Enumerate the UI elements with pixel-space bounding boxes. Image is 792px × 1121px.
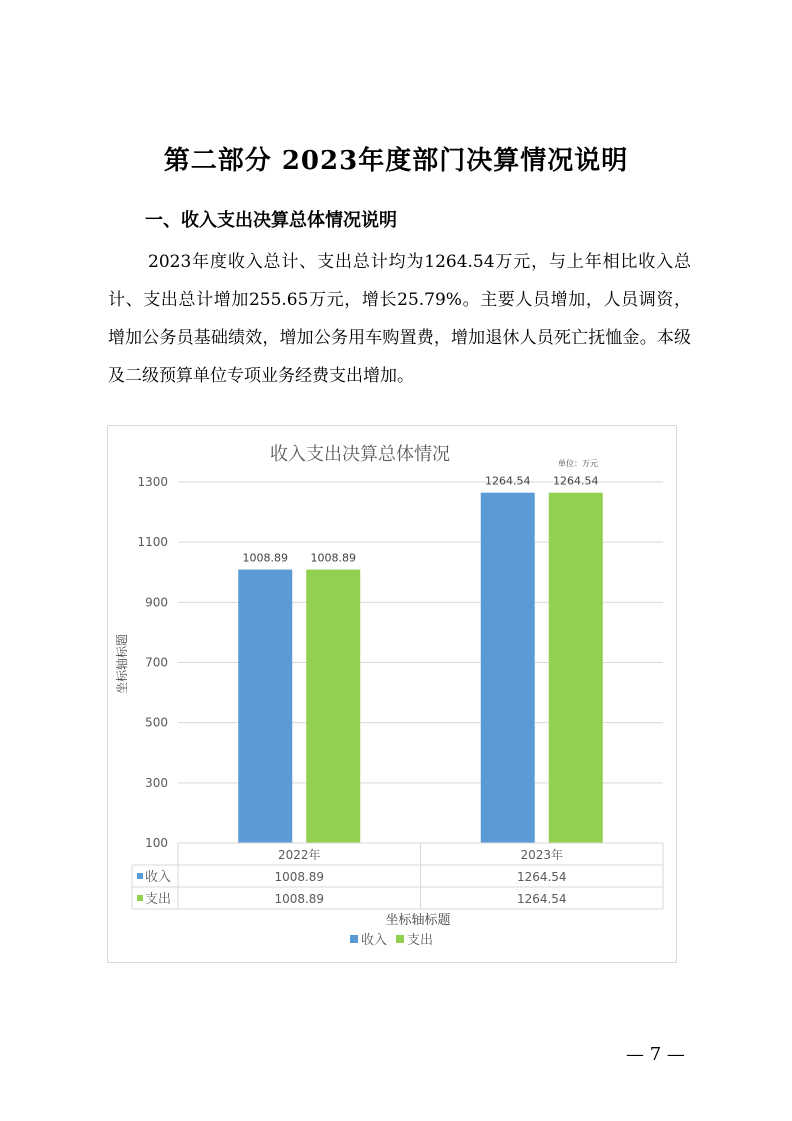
- legend-label: 支出: [407, 933, 434, 948]
- legend-swatch: [396, 935, 404, 943]
- bars: [238, 493, 603, 843]
- y-tick-label: 700: [145, 655, 168, 670]
- table-legend-key: [137, 873, 143, 879]
- x-tick-label: 2023年: [520, 848, 564, 862]
- table-cell: 1264.54: [516, 870, 567, 884]
- bar-收入-2022年: [238, 570, 292, 843]
- table-cell: 1008.89: [274, 892, 325, 906]
- bar-收入-2023年: [481, 493, 535, 843]
- data-label: 1264.54: [485, 474, 531, 488]
- y-tick-label: 900: [145, 595, 168, 610]
- legend-label: 收入: [361, 933, 388, 948]
- page-title: 第二部分 2023年度部门决算情况说明: [163, 146, 629, 176]
- data-label: 1008.89: [242, 551, 288, 565]
- y-tick-label: 100: [145, 836, 168, 850]
- chart-container: [107, 425, 677, 963]
- section-heading: 一、收入支出决算总体情况说明: [145, 210, 397, 231]
- y-ticks: [137, 475, 168, 850]
- y-axis-title: 坐标轴标题: [115, 633, 129, 695]
- data-table: [132, 843, 663, 909]
- x-tick-label: 2022年: [277, 848, 321, 862]
- chart-title: 收入支出决算总体情况: [270, 444, 450, 465]
- y-tick-label: 300: [145, 775, 168, 790]
- unit-note: 单位：万元: [558, 459, 598, 468]
- table-legend-key: [137, 895, 143, 901]
- body-paragraph: 2023年度收入总计、支出总计均为1264.54万元，与上年相比收入总计、支出总计增加255.65万元，增长25.79%。主要人员增加，人员调资，增加公务员基础绩效，增加公务用车购置费，增加退休人员死亡抚恤金。本级及二级预算单位专项业务经费支出增加。: [108, 252, 691, 386]
- bar-chart: [108, 426, 678, 964]
- table-series-name: 收入: [145, 870, 172, 885]
- y-tick-label: 1100: [137, 535, 168, 550]
- data-label: 1008.89: [310, 551, 356, 565]
- data-labels: [243, 475, 599, 565]
- y-tick-label: 500: [145, 715, 168, 730]
- page-number: — 7 —: [626, 1044, 685, 1065]
- data-label: 1264.54: [553, 474, 599, 488]
- bar-支出-2023年: [549, 493, 603, 843]
- x-axis-title: 坐标轴标题: [385, 913, 451, 928]
- bar-支出-2022年: [306, 570, 360, 843]
- table-series-name: 支出: [145, 892, 172, 907]
- table-cell: 1008.89: [274, 870, 325, 884]
- y-tick-label: 1300: [137, 475, 168, 489]
- legend-swatch: [350, 935, 358, 943]
- legend: [350, 932, 433, 948]
- table-cell: 1264.54: [516, 892, 567, 906]
